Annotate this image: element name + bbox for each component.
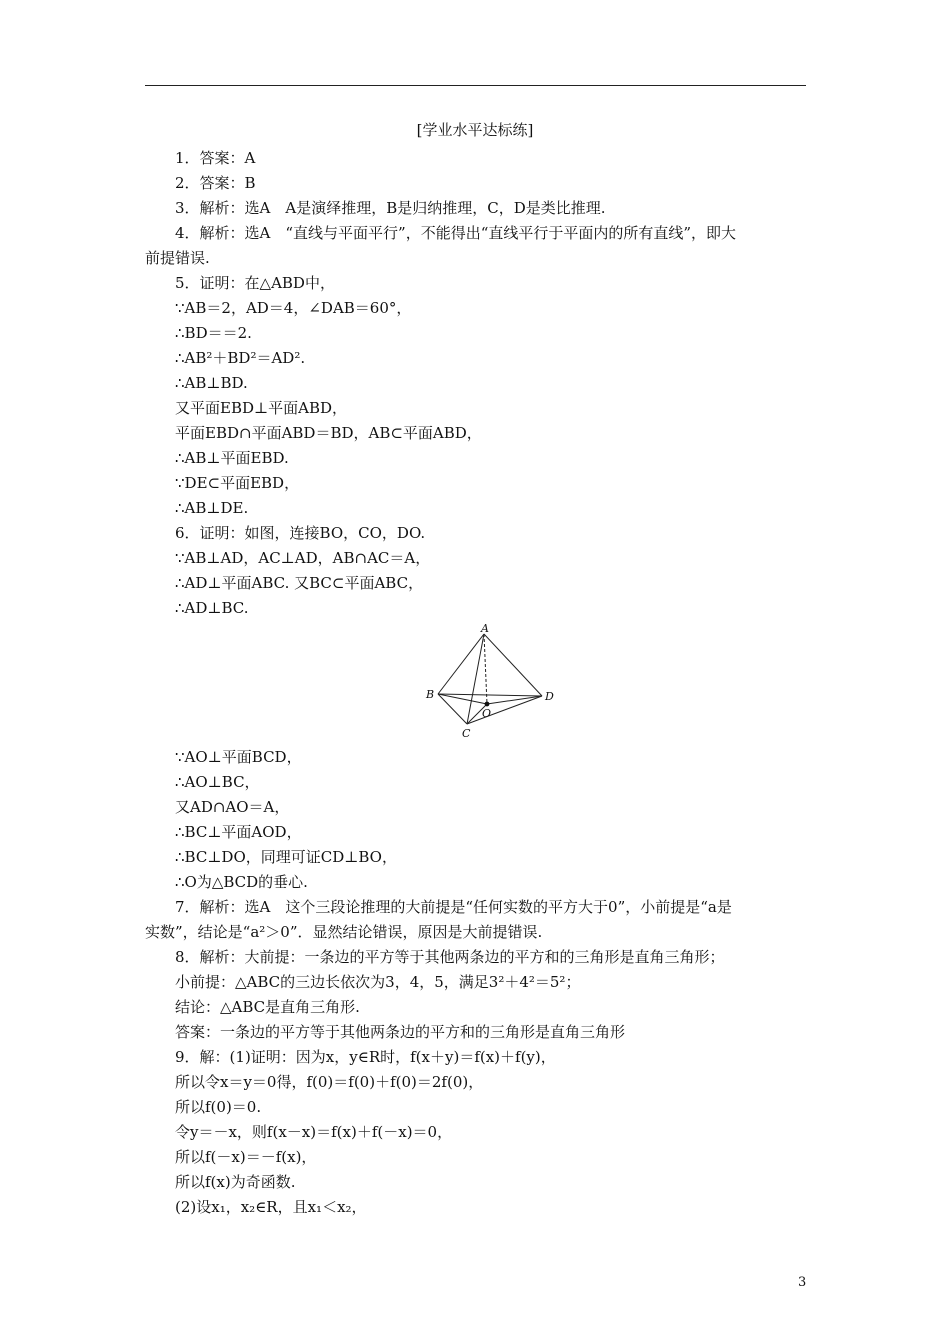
text-line: 又平面EBD⊥平面ABD，	[175, 399, 347, 417]
text-line: 实数”，结论是“a²＞0”．显然结论错误，原因是大前提错误.	[145, 923, 543, 941]
text-line: ∵DE⊂平面EBD，	[175, 474, 300, 492]
text-line: ∴AO⊥BC，	[175, 773, 260, 791]
header-rule	[145, 85, 806, 86]
text-line: ∵AB＝2，AD＝4，∠DAB＝60°，	[175, 299, 412, 317]
text-line: ∴BC⊥平面AOD，	[175, 823, 302, 841]
text-line: ∴AB²＋BD²＝AD².	[175, 349, 306, 367]
text-line: ∴AD⊥平面ABC. 又BC⊂平面ABC，	[175, 574, 424, 592]
text-line: ∴O为△BCD的垂心.	[175, 873, 308, 891]
text-line: 8．解析：大前提：一条边的平方等于其他两条边的平方和的三角形是直角三角形；	[175, 948, 725, 966]
text-line: (2)设x₁，x₂∈R，且x₁＜x₂，	[175, 1198, 367, 1216]
label-a: A	[481, 622, 489, 635]
text-line: 5．证明：在△ABD中，	[175, 274, 335, 292]
segment-do	[487, 696, 542, 704]
edge-bd	[438, 694, 542, 696]
text-line: 前提错误.	[145, 249, 210, 267]
text-line: ∴BD＝＝2.	[175, 324, 252, 342]
text-line: 所以f(－x)＝－f(x)，	[175, 1148, 317, 1166]
point-o	[485, 702, 490, 707]
segment-ao	[484, 634, 487, 704]
tetrahedron-diagram	[424, 622, 559, 742]
text-line: ∵AO⊥平面BCD，	[175, 748, 302, 766]
text-line: 2．答案：B	[175, 174, 256, 192]
text-block-top	[145, 146, 810, 621]
text-line: ∴AD⊥BC.	[175, 599, 249, 617]
text-line: 答案：一条边的平方等于其他两条边的平方和的三角形是直角三角形	[175, 1023, 626, 1041]
label-b: B	[426, 688, 435, 701]
edge-ad	[484, 634, 542, 696]
label-c: C	[462, 727, 471, 740]
text-line: 9．解：(1)证明：因为x，y∈R时，f(x＋y)＝f(x)＋f(y)，	[175, 1048, 556, 1066]
text-line: 7．解析：选A 这个三段论推理的大前提是“任何实数的平方大于0”，小前提是“a是	[175, 898, 732, 916]
text-line: 1．答案：A	[175, 149, 256, 167]
text-line: ∵AB⊥AD，AC⊥AD，AB∩AC＝A，	[175, 549, 431, 567]
edge-ab	[438, 634, 484, 694]
text-line: 所以f(x)为奇函数.	[175, 1173, 296, 1191]
text-line: ∴AB⊥BD.	[175, 374, 248, 392]
edge-bc	[438, 694, 467, 724]
text-line: 4．解析：选A “直线与平面平行”，不能得出“直线平行于平面内的所有直线”，即大	[175, 224, 737, 242]
label-o: O	[482, 707, 492, 720]
section-title: [学业水平达标练]	[416, 121, 534, 139]
text-line: 小前提：△ABC的三边长依次为3，4，5，满足3²＋4²＝5²；	[175, 973, 581, 991]
text-line: 结论：△ABC是直角三角形.	[175, 998, 360, 1016]
text-line: ∴AB⊥DE.	[175, 499, 249, 517]
text-line: 6．证明：如图，连接BO，CO，DO.	[175, 524, 426, 542]
segment-bo	[438, 694, 487, 704]
page-number: 3	[798, 1275, 807, 1290]
text-line: 所以f(0)＝0.	[175, 1098, 262, 1116]
label-d: D	[545, 690, 554, 703]
text-line: 又AD∩AO＝A，	[175, 798, 290, 816]
text-block-bottom	[145, 745, 810, 1220]
text-line: ∴BC⊥DO，同理可证CD⊥BO，	[175, 848, 397, 866]
edge-cd	[467, 696, 542, 724]
text-line: 所以令x＝y＝0得，f(0)＝f(0)＋f(0)＝2f(0)，	[175, 1073, 484, 1091]
text-line: 平面EBD∩平面ABD＝BD，AB⊂平面ABD，	[175, 424, 482, 442]
text-line: 令y＝－x，则f(x－x)＝f(x)＋f(－x)＝0，	[175, 1123, 453, 1141]
text-line: ∴AB⊥平面EBD.	[175, 449, 289, 467]
text-line: 3．解析：选A A是演绎推理，B是归纳推理，C，D是类比推理.	[175, 199, 606, 217]
tetrahedron-figure	[424, 622, 559, 742]
